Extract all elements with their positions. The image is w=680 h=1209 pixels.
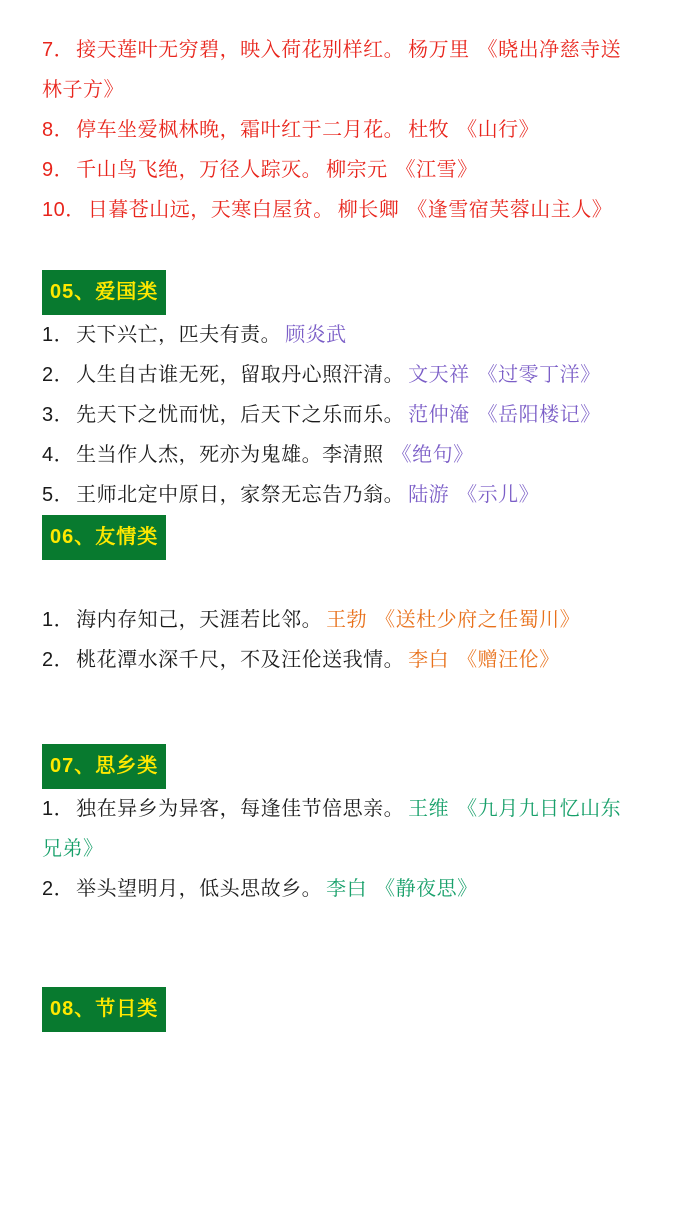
entry-number: 4． — [42, 444, 75, 466]
entry-work-title: 《赠汪伦》 — [457, 649, 560, 671]
entry-work-title: 《绝句》 — [391, 444, 474, 466]
entry-text: 举头望明月，低头思故乡。 — [76, 878, 323, 900]
entry-author: 李白 — [408, 649, 450, 671]
poem-entry — [42, 789, 638, 869]
entry-number: 9． — [42, 159, 75, 181]
entry-number: 3． — [42, 404, 75, 426]
entry-author: 陆游 — [408, 484, 450, 506]
poem-entry — [42, 435, 638, 475]
entry-text: 桃花潭水深千尺，不及汪伦送我情。 — [76, 649, 405, 671]
section-heading — [42, 515, 638, 560]
section-heading-label: 07、思乡类 — [42, 744, 166, 789]
section-heading-label: 08、节日类 — [42, 987, 166, 1032]
section-heading — [42, 987, 638, 1032]
section-heading — [42, 744, 638, 789]
poem-entry — [42, 640, 638, 680]
section-heading-label: 05、爱国类 — [42, 270, 166, 315]
vertical-spacer — [42, 909, 638, 987]
entry-work-title: 《晓出净慈寺送林子方》 — [42, 39, 622, 101]
poem-entry — [42, 355, 638, 395]
poem-entry — [42, 315, 638, 355]
entry-work-title: 《过零丁洋》 — [477, 364, 601, 386]
entry-work-title: 《示儿》 — [457, 484, 540, 506]
entry-number: 7． — [42, 39, 75, 61]
entry-author: 王勃 — [326, 609, 368, 631]
entry-text: 先天下之忧而忧，后天下之乐而乐。 — [76, 404, 405, 426]
entry-work-title: 《送杜少府之任蜀川》 — [375, 609, 581, 631]
entry-author: 王维 — [408, 798, 450, 820]
section-heading — [42, 270, 638, 315]
poem-entry — [42, 30, 638, 110]
entry-text: 天下兴亡，匹夫有责。 — [76, 324, 282, 346]
poem-entry — [42, 110, 638, 150]
entry-number: 5． — [42, 484, 75, 506]
entry-number: 1． — [42, 798, 75, 820]
entry-author: 柳宗元 — [326, 159, 388, 181]
entry-text: 独在异乡为异客，每逢佳节倍思亲。 — [76, 798, 405, 820]
entry-number: 2． — [42, 878, 75, 900]
vertical-spacer — [42, 230, 638, 270]
poem-entry — [42, 190, 638, 230]
entry-number: 2． — [42, 364, 75, 386]
entry-number: 1． — [42, 324, 75, 346]
entry-work-title: 《九月九日忆山东兄弟》 — [42, 798, 622, 860]
entry-work-title: 《岳阳楼记》 — [477, 404, 601, 426]
entry-work-title: 《山行》 — [457, 119, 540, 141]
entry-text: 海内存知己，天涯若比邻。 — [76, 609, 323, 631]
poem-entry — [42, 475, 638, 515]
entry-author: 杜牧 — [408, 119, 450, 141]
entry-text: 生当作人杰，死亦为鬼雄。李清照 — [76, 444, 384, 466]
entry-text: 日暮苍山远，天寒白屋贫。 — [87, 199, 334, 221]
entry-author: 柳长卿 — [337, 199, 400, 221]
vertical-spacer — [42, 560, 638, 600]
entry-text: 接天莲叶无穷碧，映入荷花别样红。 — [76, 39, 405, 61]
entry-text: 人生自古谁无死，留取丹心照汗清。 — [76, 364, 405, 386]
poem-entry — [42, 869, 638, 909]
entry-number: 2． — [42, 649, 75, 671]
poem-entry — [42, 395, 638, 435]
entry-number: 1． — [42, 609, 75, 631]
poem-entry — [42, 150, 638, 190]
entry-number: 10． — [42, 199, 86, 221]
entry-work-title: 《逢雪宿芙蓉山主人》 — [407, 199, 613, 221]
entry-author: 顾炎武 — [285, 324, 347, 346]
entry-work-title: 《静夜思》 — [375, 878, 478, 900]
entry-text: 停车坐爱枫林晚，霜叶红于二月花。 — [76, 119, 405, 141]
entry-author: 文天祥 — [408, 364, 470, 386]
section-heading-label: 06、友情类 — [42, 515, 166, 560]
entry-number: 8． — [42, 119, 75, 141]
poem-entry — [42, 600, 638, 640]
entry-author: 范仲淹 — [408, 404, 470, 426]
entry-author: 李白 — [326, 878, 368, 900]
entry-author: 杨万里 — [408, 39, 470, 61]
entry-work-title: 《江雪》 — [395, 159, 478, 181]
entry-text: 千山鸟飞绝，万径人踪灭。 — [76, 159, 323, 181]
vertical-spacer — [42, 680, 638, 744]
entry-text: 王师北定中原日，家祭无忘告乃翁。 — [76, 484, 405, 506]
